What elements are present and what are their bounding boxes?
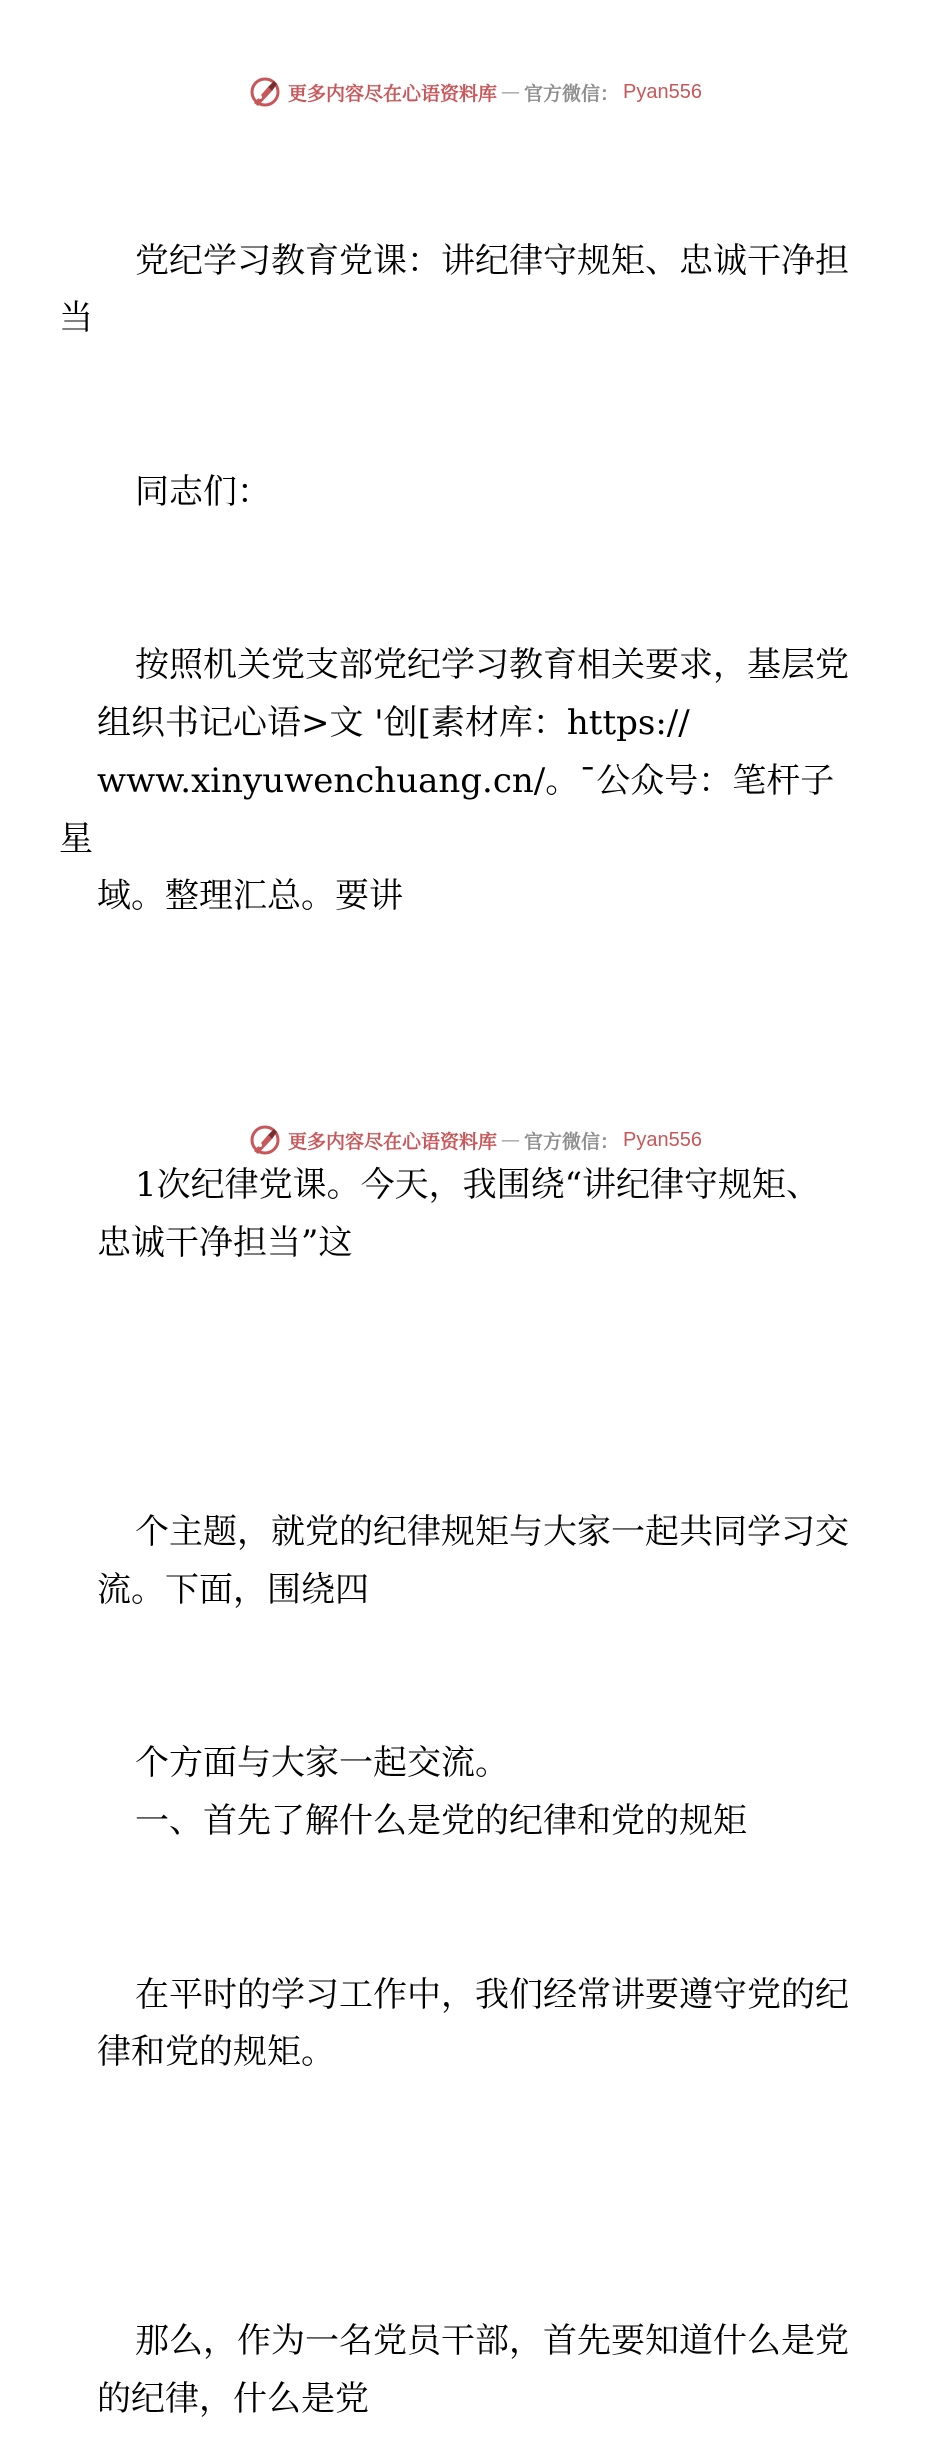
paragraph-line: 律和党的规矩。 xyxy=(97,2032,335,2073)
paragraph-line: 个主题，就党的纪律规矩与大家一起共同学习交 xyxy=(135,1512,849,1553)
paragraph xyxy=(97,1042,857,1389)
document-body xyxy=(59,117,857,2460)
paragraph-line: 流。下面，围绕四 xyxy=(97,1569,369,1610)
banner-wechat-id: Pyan556 xyxy=(623,80,702,103)
pen-logo-icon xyxy=(248,1123,282,1157)
paragraph-line: 在平时的学习工作中，我们经常讲要遵守党的纪 xyxy=(135,1974,849,2015)
banner-wechat-label: 官方微信： xyxy=(524,1130,620,1153)
paragraph-line: 按照机关党支部党纪学习教育相关要求，基层党 xyxy=(135,645,849,686)
section-heading: 一、首先了解什么是党的纪律和党的规矩 xyxy=(135,1801,747,1842)
paragraph xyxy=(97,1851,857,2198)
banner-main-text: 更多内容尽在心语资料库 xyxy=(288,1130,498,1153)
paragraph-line: 域。整理汇总。要讲 xyxy=(97,876,403,917)
banner-dash: — xyxy=(501,1129,521,1151)
banner-dash: — xyxy=(501,81,521,103)
title-line: 当 xyxy=(59,298,93,339)
paragraph-line: www.xinyuwenchuang.cn/。¯公众号：笔杆子星 xyxy=(59,760,835,859)
paragraph-line: 的纪律，什么是党 xyxy=(97,2379,369,2420)
paragraph-line: 那么，作为一名党员干部，首先要知道什么是党 xyxy=(135,2321,849,2362)
header-banner xyxy=(0,72,950,112)
footer-banner xyxy=(0,1120,950,1160)
greeting: 同志们： xyxy=(135,471,271,512)
paragraph-line: 1次纪律党课。今天，我围绕“讲纪律守规矩、 xyxy=(135,1165,821,1206)
paragraph xyxy=(97,1389,857,1736)
title-line: 党纪学习教育党课：讲纪律守规矩、忠诚干净担 xyxy=(135,240,849,281)
paragraph: 个方面与大家一起交流。 xyxy=(135,1743,509,1784)
pen-logo-icon xyxy=(248,75,282,109)
paragraph-line: 组织书记心语>文 '创[素材库：https:// xyxy=(97,702,690,743)
paragraph xyxy=(59,522,857,1042)
paragraph-line: 忠诚干净担当”这 xyxy=(97,1223,353,1264)
paragraph xyxy=(97,2198,857,2460)
banner-wechat-label: 官方微信： xyxy=(524,82,620,105)
banner-wechat-id: Pyan556 xyxy=(623,1128,702,1151)
document-title xyxy=(59,117,857,464)
banner-main-text: 更多内容尽在心语资料库 xyxy=(288,82,498,105)
